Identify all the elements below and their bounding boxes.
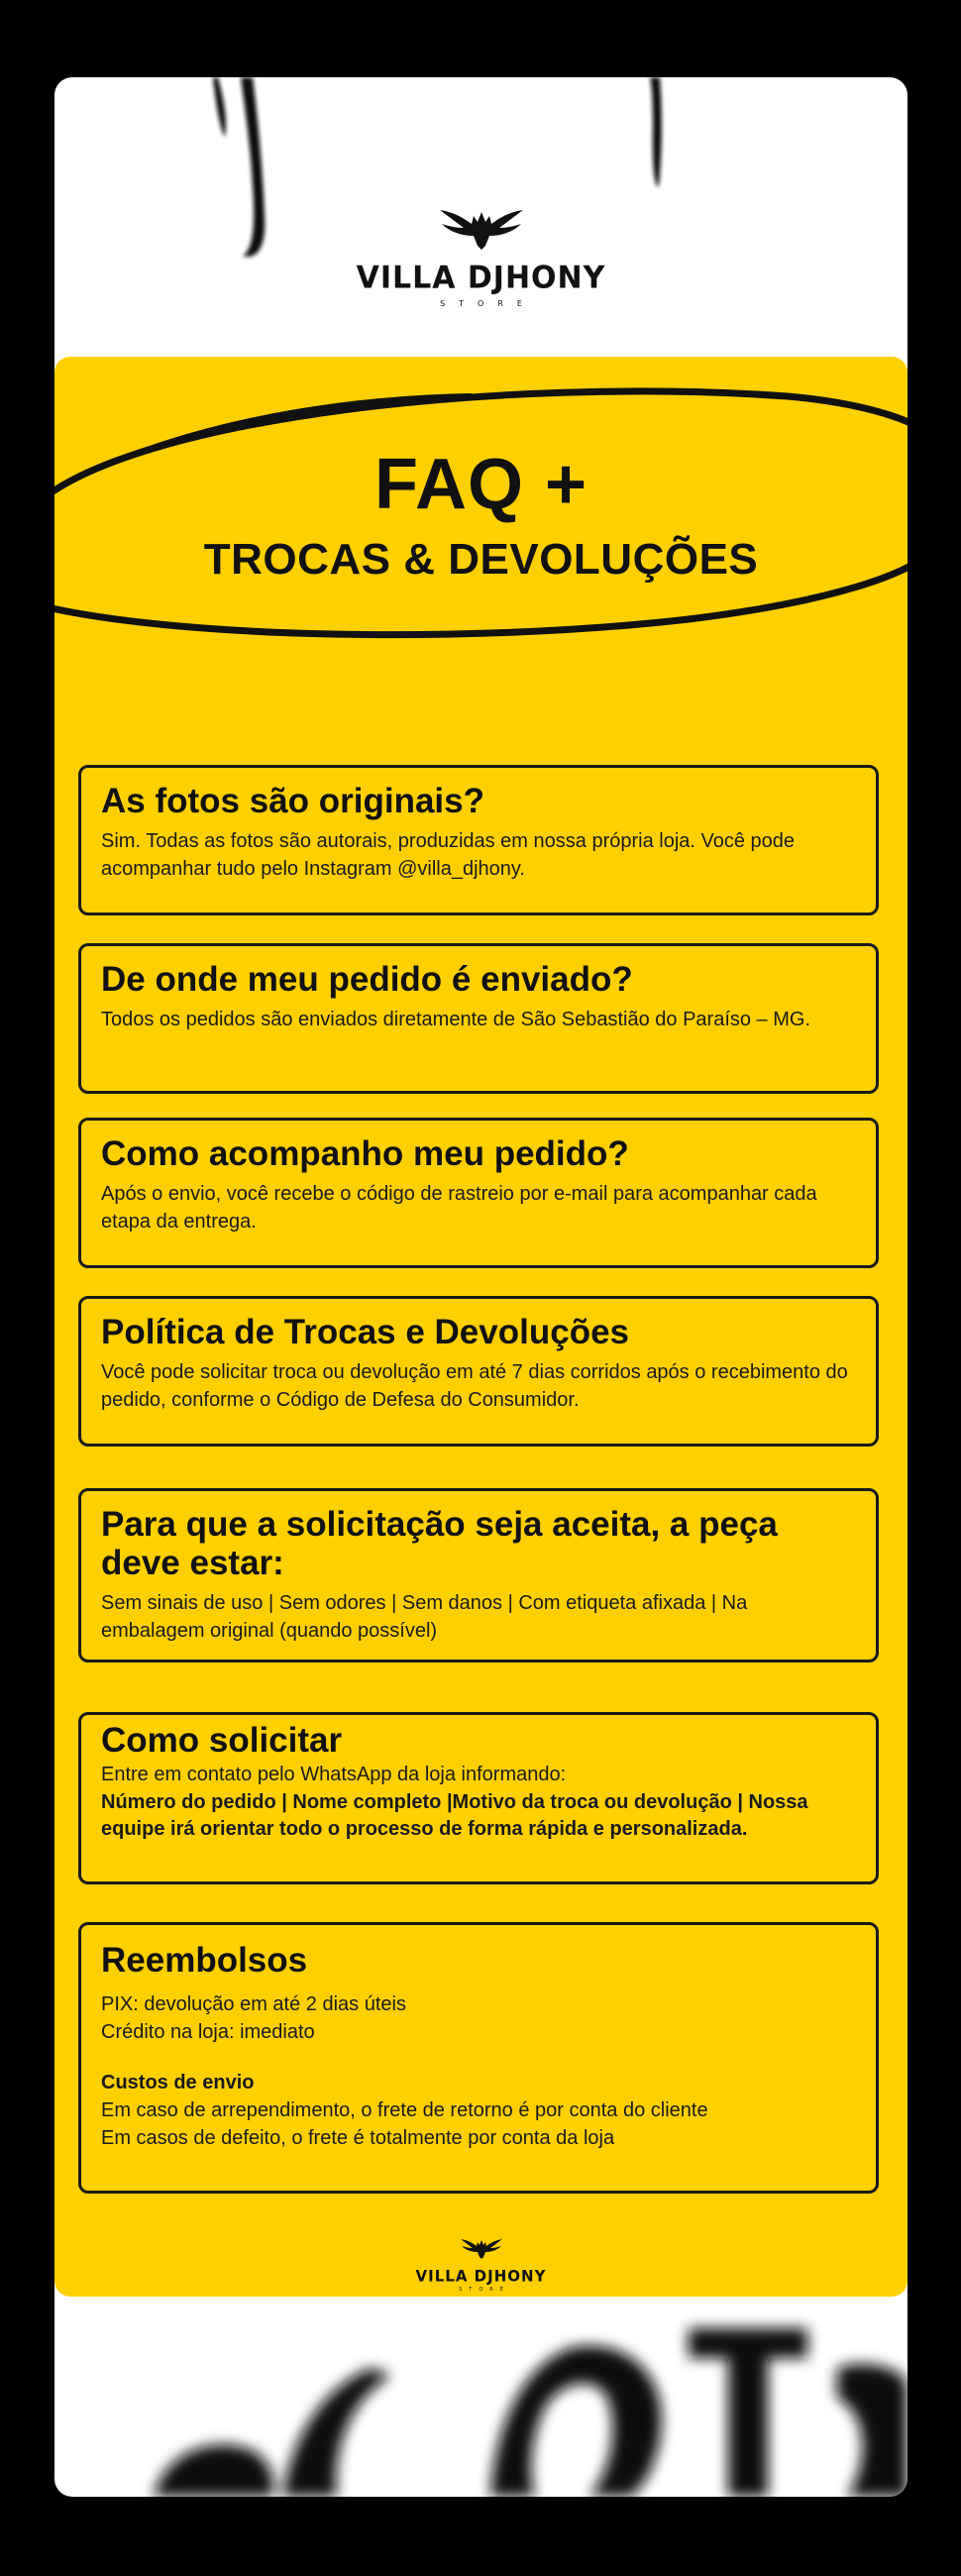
page-card [54,77,908,2497]
faq-answer: Você pode solicitar troca ou devolução em até 7 dias corridos após o recebimento do pedido, conforme o Código de Defesa do Consumidor. [101,1361,848,1411]
refund-store-credit: Crédito na loja: imediato [101,2020,315,2043]
brand-name: VILLA DJHONY [356,260,606,296]
brand-name: VILLA DJHONY [415,2266,547,2286]
faq-question: As fotos são originais? [101,782,484,820]
brand-subtitle: STORE [459,2287,510,2293]
faq-item-how-to-request [78,1712,879,1884]
faq-item-refunds [78,1922,879,2194]
faq-question: Política de Trocas e Devoluções [101,1313,629,1351]
wings-crown-icon [458,2237,505,2260]
faq-item-conditions [78,1488,879,1663]
page-subtitle: TROCAS & DEVOLUÇÕES [203,535,759,584]
faq-question: Para que a solicitação seja aceita, a peça deve estar: [101,1505,778,1583]
brand-subtitle: STORE [440,299,536,308]
shipping-defect: Em casos de defeito, o frete é totalmente por conta da loja [101,2126,615,2149]
faq-item-photos [78,765,879,915]
faq-item-tracking [78,1118,879,1268]
faq-item-returns-policy [78,1296,879,1447]
faq-item-shipping-origin [78,943,879,1094]
shipping-costs-title: Custos de envio [101,2072,255,2094]
shipping-regret: Em caso de arrependimento, o frete de retorno é por conta do cliente [101,2098,708,2121]
faq-question: Reembolsos [101,1941,308,1980]
brand-logo-top [54,206,908,308]
faq-answer: Sem sinais de uso | Sem odores | Sem danos | Com etiqueta afixada | Na embalagem original (quando possível) [101,1592,748,1642]
faq-answer: Após o envio, você recebe o código de rastreio por e-mail para acompanhar cada etapa da entrega. [101,1183,817,1233]
faq-panel [54,357,908,2297]
faq-answer: Entre em contato pelo WhatsApp da loja informando: [101,1764,567,1786]
faq-question: De onde meu pedido é enviado? [101,960,633,999]
refund-pix: PIX: devolução em até 2 dias úteis [101,1993,406,2016]
faq-question: Como solicitar [101,1721,343,1760]
wings-crown-icon [434,206,529,252]
faq-answer-bold: Número do pedido | Nome completo |Motivo da troca ou devolução | Nossa equipe irá orientar todo o processo de forma rápida e personalizada. [101,1790,808,1841]
page-title: FAQ + [374,445,588,524]
faq-answer: Sim. Todas as fotos são autorais, produzidas em nossa própria loja. Você pode acompanhar tudo pelo Instagram @villa_djhony. [101,830,796,880]
title-section [54,357,908,654]
faq-answer: Todos os pedidos são enviados diretamente de São Sebastião do Paraíso – MG. [101,1009,811,1031]
faq-question: Como acompanho meu pedido? [101,1134,629,1173]
brand-logo-bottom [54,2237,908,2293]
